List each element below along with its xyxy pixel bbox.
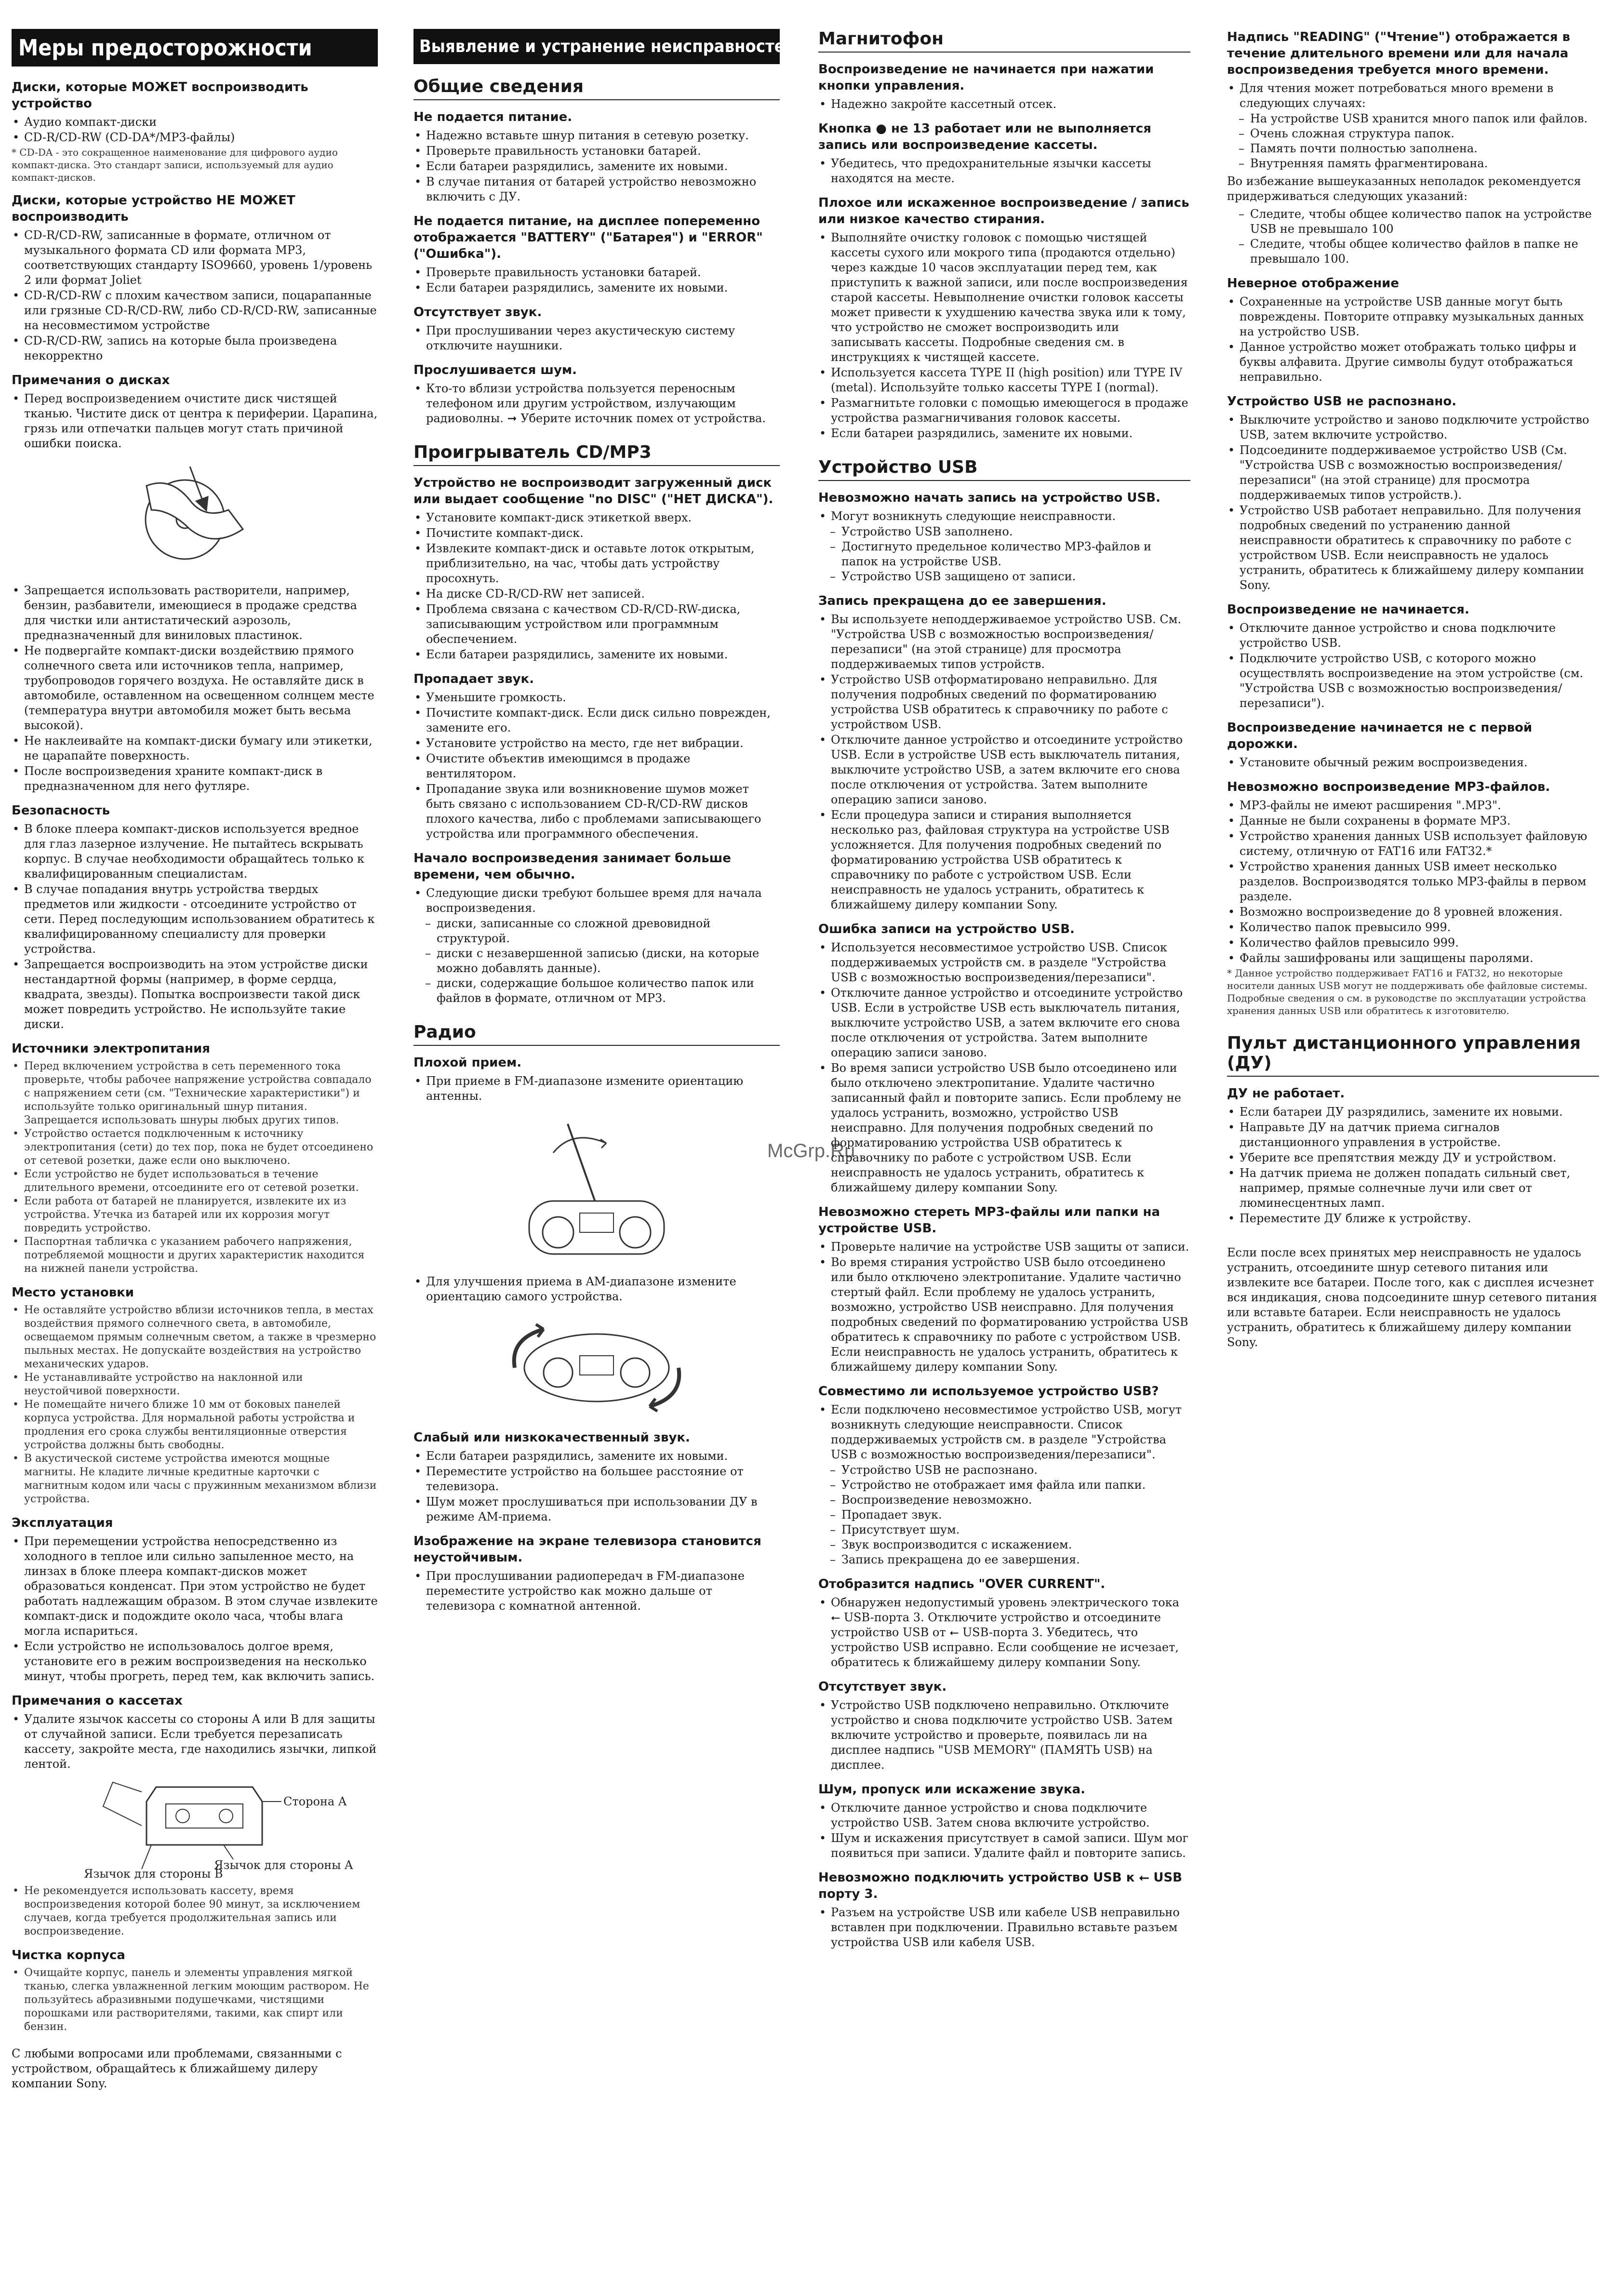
- list-item: • Проверьте правильность установки батарей.: [413, 265, 780, 280]
- list-item: • Устройство остается подключенным к источнику электропитания (сети) до тех пор, пока не будет отсоединено от сетевой розетки, даже если оно выключено.: [12, 1127, 378, 1168]
- list-item: • Используется кассета TYPE II (high position) или TYPE IV (metal). Используйте только кассеты TYPE I (normal).: [818, 365, 1190, 395]
- list-item: – диски, содержащие большое количество папок или файлов в формате, отличном от MP3.: [413, 976, 780, 1006]
- list-item: • В блоке плеера компакт-дисков используется вредное для глаз лазерное излучение. Не пытайтесь вскрывать корпус. В случае необходимости обращайтесь только к квалифицированным специалистам.: [12, 822, 378, 881]
- list-item: • Используется несовместимое устройство USB. Список поддерживаемых устройств см. в разделе "Устройства USB с возможностью воспроизведения/перезаписи".: [818, 940, 1190, 985]
- list: [12, 115, 378, 145]
- list-item: • MP3-файлы не имеют расширения ".MP3".: [1227, 798, 1599, 813]
- list-item: • Возможно воспроизведение до 8 уровней вложения.: [1227, 905, 1599, 920]
- list-item: • На датчик приема не должен попадать сильный свет, например, прямые солнечные лучи или свет от люминесцентных ламп.: [1227, 1166, 1599, 1211]
- section-title: Проигрыватель CD/MP3: [413, 442, 780, 466]
- heading: Диски, которые МОЖЕТ воспроизводить устройство: [12, 80, 308, 111]
- list-item: – Очень сложная структура папок.: [1227, 126, 1599, 141]
- list-item: • При прослушивании радиопередач в FM-диапазоне переместите устройство как можно дальше от телевизора с комнатной антенной.: [413, 1569, 780, 1614]
- list-item: • Файлы зашифрованы или защищены паролями.: [1227, 951, 1599, 966]
- list-item: • Переместите ДУ ближе к устройству.: [1227, 1211, 1599, 1226]
- list-item: • Во время стирания устройство USB было отсоединено или было отключено электропитание. Удалите частично стертый файл. Если проблему не удалось устранить, возможно, устройство USB неисправно. Для получения подробных сведений по форматированию устройства USB обратитесь к справочнику по работе с устройством USB. Если неисправность не удалось устранить, обратитесь к ближайшему дилеру компании Sony.: [818, 1255, 1190, 1375]
- list-item: • Если работа от батарей не планируется, извлеките их из устройства. Утечка из батарей или их коррозия могут повредить устройство.: [12, 1195, 378, 1235]
- list-item: • В случае попадания внутрь устройства твердых предметов или жидкости - отсоедините устройство от сети. Перед последующим использованием обратитесь к квалифицированному специалисту для проверки устройства.: [12, 882, 378, 957]
- problem-title: Начало воспроизведения занимает больше времени, чем обычно.: [413, 851, 731, 882]
- list-item: – диски с незавершенной записью (диски, на которые можно добавлять данные).: [413, 946, 780, 976]
- list: [413, 886, 780, 916]
- list: [12, 1884, 378, 1938]
- list-item: • Если процедура записи и стирания выполняется несколько раз, файловая структура на устройстве USB усложняется. Для получения подробных сведений по форматированию устройства USB обратитесь к справочнику по работе с устройством USB. Если неисправность не удалось устранить, обратитесь к ближайшему дилеру компании Sony.: [818, 808, 1190, 912]
- list-item: – Достигнуто предельное количество MP3-файлов и папок на устройстве USB.: [818, 539, 1190, 569]
- list-item: • Отключите данное устройство и отсоедините устройство USB. Если в устройстве USB есть выключатель питания, выключите устройство USB, а затем включите его снова после отключения от устройства. Затем выполните операцию записи заново.: [818, 986, 1190, 1060]
- problem-title: Невозможно стереть MP3-файлы или папки на устройстве USB.: [818, 1205, 1160, 1236]
- list-item: • Установите обычный режим воспроизведения.: [1227, 755, 1599, 770]
- list-item: • Очищайте корпус, панель и элементы управления мягкой тканью, слегка увлажненной легким моющим раствором. Не пользуйтесь абразивными подушечками, чистящими порошками или растворителями, такими, как спирт или бензин.: [12, 1966, 378, 2034]
- problem-title: Отобразится надпись "OVER CURRENT".: [818, 1577, 1106, 1591]
- closing-text: С любыми вопросами или проблемами, связанными с устройством, обращайтесь к ближайшему дилеру компании Sony.: [12, 2047, 342, 2090]
- problem-title: ДУ не работает.: [1227, 1086, 1345, 1101]
- problem-title: Воспроизведение не начинается при нажатии кнопки управления.: [818, 62, 1154, 93]
- problem-title: Невозможно подключить устройство USB к ⭠ USB порту 3.: [818, 1870, 1182, 1901]
- list-item: • Размагнитьте головки с помощью имеющегося в продаже устройства размагничивания головок кассеты.: [818, 396, 1190, 426]
- list-item: • Очистите объектив имеющимся в продаже вентилятором.: [413, 751, 780, 781]
- list-item: • Установите компакт-диск этикеткой вверх.: [413, 510, 780, 525]
- list-item: • Уберите все препятствия между ДУ и устройством.: [1227, 1150, 1599, 1165]
- list-item: – Устройство не отображает имя файла или папки.: [818, 1478, 1190, 1493]
- list-item: • Если подключено несовместимое устройство USB, могут возникнуть следующие неисправности. Список поддерживаемых устройств см. в разделе "Устройства USB с возможностью воспроизведения/перезаписи".: [818, 1402, 1190, 1462]
- disc-cleaning-illustration: [132, 457, 257, 577]
- label-side-a: Сторона A: [283, 1795, 347, 1808]
- list: [818, 1905, 1190, 1950]
- footnote: * Данное устройство поддерживает FAT16 и FAT32, но некоторые носители данных USB могут не поддерживать обе файловые системы. Подробные сведения о см. в руководстве по эксплуатации устройства хранения данных USB или обратитесь к изготовителю.: [1227, 967, 1587, 1016]
- list-item: • Если батареи разрядились, замените их новыми.: [413, 647, 780, 662]
- paragraph: Во избежание вышеуказанных неполадок рекомендуется придерживаться следующих указаний:: [1227, 174, 1581, 203]
- list: [818, 1801, 1190, 1861]
- list-item: • Запрещается использовать растворители, например, бензин, разбавители, имеющиеся в продаже средства для чистки или антистатический аэрозоль, предназначенный для виниловых пластинок.: [12, 583, 378, 643]
- list-item: • Если батареи разрядились, замените их новыми.: [413, 159, 780, 174]
- list: [12, 1304, 378, 1506]
- list-item: • CD-R/CD-RW, записанные в формате, отличном от музыкального формата CD или формата MP3, соответствующих стандарту ISO9660, уровень 1/уровень 2 или формат Joliet: [12, 228, 378, 288]
- problem-title: Устройство не воспроизводит загруженный диск или выдает сообщение "no DISC" ("НЕТ ДИСКА").: [413, 476, 773, 507]
- list: [413, 510, 780, 662]
- list: [413, 1449, 780, 1524]
- list: [12, 583, 378, 794]
- list-item: • Данное устройство может отображать только цифры и буквы алфавита. Другие символы будут отображаться неправильно.: [1227, 340, 1599, 385]
- problem-title: Изображение на экране телевизора становится неустойчивым.: [413, 1534, 761, 1565]
- list-item: • Отключите данное устройство и снова подключите устройство USB. Затем снова включите устройство.: [818, 1801, 1190, 1830]
- list: [818, 1595, 1190, 1670]
- closing-text: Если после всех принятых мер неисправность не удалось устранить, отсоедините шнур сетевого питания или извлеките все батареи. После того, как с дисплея исчезнет вся индикация, снова подсоедините шнур сетевого питания или вставьте батареи. Если неисправность не удалось устранить, обратитесь к ближайшему дилеру компании Sony.: [1227, 1246, 1598, 1349]
- list-item: • Перед включением устройства в сеть переменного тока проверьте, чтобы рабочее напряжение устройства совпадало с напряжением сети (см. "Технические характеристики") и используйте только оригинальный шнур питания. Запрещается использовать шнуры любых других типов.: [12, 1060, 378, 1127]
- list-item: • Не помещайте ничего ближе 10 мм от боковых панелей корпуса устройства. Для нормальной работы устройства и продления его срока службы вентиляционные отверстия устройства должны быть свободны.: [12, 1398, 378, 1452]
- list-item: • Надежно вставьте шнур питания в сетевую розетку.: [413, 128, 780, 143]
- problem-title: Слабый или низкокачественный звук.: [413, 1430, 690, 1445]
- problem-title: Воспроизведение начинается не с первой дорожки.: [1227, 721, 1533, 751]
- list-item: • Подключите устройство USB, с которого можно осуществлять воспроизведение на этом устройстве (см. "Устройства USB с возможностью воспроизведения/перезаписи").: [1227, 651, 1599, 711]
- list-item: • Переместите устройство на большее расстояние от телевизора.: [413, 1464, 780, 1494]
- list-item: – диски, записанные со сложной древовидной структурой.: [413, 916, 780, 946]
- list-item: • Пропадание звука или возникновение шумов может быть связано с использованием CD-R/CD-RW дисков плохого качества, либо с проблемами записывающего устройства или программного обеспечения.: [413, 782, 780, 841]
- list: [1227, 294, 1599, 385]
- list-item: • Вы используете неподдерживаемое устройство USB. См. "Устройства USB с возможностью воспроизведения/перезаписи" (на этой странице) для просмотра поддерживаемых типов устройств.: [818, 612, 1190, 672]
- list-item: • На диске CD-R/CD-RW нет записей.: [413, 587, 780, 601]
- list: [413, 916, 780, 1006]
- section-title: Магнитофон: [818, 29, 1190, 53]
- list-item: • Выполняйте очистку головок с помощью чистящей кассеты сухого или мокрого типа (продаются отдельно) через каждые 10 часов эксплуатации перед тем, как приступить к важной записи, или после воспроизведения старой кассеты. Невыполнение очистки головок кассеты может привести к ухудшению качества звука или к тому, что устройство не сможет воспроизводить или записывать кассеты. Подробные сведения см. в инструкциях к чистящей кассете.: [818, 230, 1190, 365]
- problem-title: Воспроизведение не начинается.: [1227, 602, 1469, 617]
- list: [818, 1698, 1190, 1773]
- section-title: Общие сведения: [413, 77, 780, 100]
- list: [818, 612, 1190, 912]
- problem-title: Пропадает звук.: [413, 672, 534, 686]
- list-item: – На устройстве USB хранится много папок или файлов.: [1227, 111, 1599, 126]
- heading: Диски, которые устройство НЕ МОЖЕТ воспроизводить: [12, 193, 295, 224]
- list-item: • Выключите устройство и заново подключите устройство USB, затем включите устройство.: [1227, 413, 1599, 442]
- watermark: McGrp.Ru: [767, 1140, 855, 1161]
- list-item: • После воспроизведения храните компакт-диск в предназначенном для него футляре.: [12, 764, 378, 794]
- list-item: • Количество файлов превысило 999.: [1227, 935, 1599, 950]
- heading: Эксплуатация: [12, 1516, 113, 1530]
- list-item: • Кто-то вблизи устройства пользуется переносным телефоном или другим устройством, излучающим радиоволны. ➞ Уберите источник помех от устройства.: [413, 381, 780, 426]
- list: [1227, 1105, 1599, 1226]
- list: [818, 156, 1190, 186]
- list-item: – Следите, чтобы общее количество папок на устройстве USB не превышало 100: [1227, 207, 1599, 237]
- list-item: • Для улучшения приема в AM-диапазоне измените ориентацию самого устройства.: [413, 1274, 780, 1304]
- list-item: – Следите, чтобы общее количество файлов в папке не превышало 100.: [1227, 237, 1599, 267]
- list-item: • Могут возникнуть следующие неисправности.: [818, 509, 1190, 524]
- label-tab-a: Язычок для стороны A: [214, 1858, 353, 1872]
- list-item: • CD-R/CD-RW, запись на которые была произведена некорректно: [12, 334, 378, 363]
- list-item: – Звук воспроизводится с искажением.: [818, 1537, 1190, 1552]
- list-item: • Отключите данное устройство и снова подключите устройство USB.: [1227, 621, 1599, 651]
- list-item: • Следующие диски требуют большее время для начала воспроизведения.: [413, 886, 780, 916]
- list-item: • При прослушивании через акустическую систему отключите наушники.: [413, 323, 780, 353]
- heading: Безопасность: [12, 803, 110, 818]
- list: [818, 524, 1190, 584]
- list-item: • CD-R/CD-RW с плохим качеством записи, поцарапанные или грязные CD-R/CD-RW, либо CD-R/CD-RW, записанные на несовместимом устройстве: [12, 288, 378, 333]
- list-item: • Не оставляйте устройство вблизи источников тепла, в местах воздействия прямого солнечного света, в автомобиле, освещаемом прямым солнечным светом, а также в чрезмерно пыльных местах. Не допускайте воздействия на устройство механических ударов.: [12, 1304, 378, 1371]
- list: [818, 1463, 1190, 1567]
- list-item: • CD-R/CD-RW (CD-DA*/MP3-файлы): [12, 130, 378, 145]
- list: [413, 323, 780, 353]
- list-item: • Устройство USB работает неправильно. Для получения подробных сведений по устранению данной неисправности обратитесь к справочнику по работе с устройством USB. Если неисправность не удалось устранить, обратитесь к ближайшему дилеру компании Sony.: [1227, 503, 1599, 593]
- problem-title: Совместимо ли используемое устройство USB?: [818, 1384, 1159, 1399]
- list-item: • Обнаружен недопустимый уровень электрического тока ⭠ USB-порта 3. Отключите устройство и отсоедините устройство USB от ⭠ USB-порта 3. Убедитесь, что устройство USB исправно. Если сообщение не исчезает, обратитесь к ближайшему дилеру компании Sony.: [818, 1595, 1190, 1670]
- am-orientation-illustration: [495, 1310, 698, 1421]
- list-item: • Не подвергайте компакт-диски воздействию прямого солнечного света или источников тепла, например, трубопроводов горячего воздуха. Не оставляйте диск в автомобиле, оставленном на освещенном солнцем месте (температура внутри автомобиля может быть весьма высокой).: [12, 643, 378, 733]
- list: [1227, 81, 1599, 111]
- column-tape-usb: [818, 29, 1190, 2277]
- heading: Примечания о дисках: [12, 373, 170, 387]
- list-item: • Шум и искажения присутствует в самой записи. Шум мог появиться при записи. Удалите файл и повторите запись.: [818, 1831, 1190, 1861]
- problem-title: Шум, пропуск или искажение звука.: [818, 1782, 1086, 1797]
- problem-title: Отсутствует звук.: [818, 1680, 947, 1694]
- list-item: • Запрещается воспроизводить на этом устройстве диски нестандартной формы (например, в форме сердца, квадрата, звезды). Попытка воспроизвести такой диск может повредить устройство. Не используйте такие диски.: [12, 957, 378, 1032]
- list-item: • Паспортная табличка с указанием рабочего напряжения, потребляемой мощности и других характеристик находится на нижней панели устройства.: [12, 1235, 378, 1276]
- list-item: – Внутренняя память фрагментирована.: [1227, 156, 1599, 171]
- list-item: • В акустической системе устройства имеются мощные магниты. Не кладите личные кредитные карточки с магнитным кодом или часы с пружинным механизмом вблизи устройства.: [12, 1452, 378, 1506]
- problem-title: Надпись "READING" ("Чтение") отображается в течение длительного времени или для начала воспроизведения требуется много времени.: [1227, 30, 1571, 77]
- list-item: • Устройство USB подключено неправильно. Отключите устройство и снова подключите устройство USB. Затем включите устройство и проверьте, появилась ли на дисплее надпись "USB MEMORY" (ПАМЯТЬ USB) на дисплее.: [818, 1698, 1190, 1773]
- list: [12, 1060, 378, 1276]
- list: [12, 1534, 378, 1684]
- problem-title: Не подается питание, на дисплее попеременно отображается "BATTERY" ("Батарея") и "ERROR" ("Ошибка").: [413, 214, 763, 261]
- list-item: • Почистите компакт-диск.: [413, 526, 780, 541]
- list-item: • Отключите данное устройство и отсоедините устройство USB. Если в устройстве USB есть выключатель питания, выключите устройство USB, а затем включите его снова после отключения от устройства. Затем выполните операцию записи заново.: [818, 733, 1190, 807]
- section-title: Радио: [413, 1022, 780, 1046]
- problem-title: Неверное отображение: [1227, 276, 1400, 291]
- list-item: • Проблема связана с качеством CD-R/CD-RW-диска, записывающим устройством или программным обеспечением.: [413, 602, 780, 647]
- list-item: • Если батареи разрядились, замените их новыми.: [413, 280, 780, 295]
- list: [413, 1074, 780, 1104]
- list-item: • Убедитесь, что предохранительные язычки кассеты находятся на месте.: [818, 156, 1190, 186]
- problem-title: Невозможно воспроизведение MP3-файлов.: [1227, 780, 1550, 794]
- list-item: – Память почти полностью заполнена.: [1227, 141, 1599, 156]
- list-item: • Направьте ДУ на датчик приема сигналов дистанционного управления в устройстве.: [1227, 1120, 1599, 1150]
- list-item: • Не устанавливайте устройство на наклонной или неустойчивой поверхности.: [12, 1371, 378, 1398]
- list-item: • Устройство хранения данных USB имеет несколько разделов. Воспроизводятся только MP3-файлы в первом разделе.: [1227, 859, 1599, 904]
- list-item: • Почистите компакт-диск. Если диск сильно поврежден, замените его.: [413, 706, 780, 735]
- problem-title: Устройство USB не распознано.: [1227, 394, 1457, 409]
- cassette-tabs-illustration: [69, 1777, 353, 1881]
- list: [12, 228, 378, 363]
- list: [1227, 755, 1599, 770]
- label-tab-b: Язычок для стороны B: [84, 1867, 223, 1881]
- list: [413, 1274, 780, 1304]
- list-item: – Пропадает звук.: [818, 1508, 1190, 1522]
- list: [1227, 111, 1599, 171]
- list-item: • Если устройство не будет использоваться в течение длительного времени, отсоедините его от сетевой розетки.: [12, 1168, 378, 1195]
- heading: Источники электропитания: [12, 1041, 211, 1056]
- list-item: • Перед воспроизведением очистите диск чистящей тканью. Чистите диск от центра к периферии. Царапина, грязь или отпечатки пальцев могут стать причиной ошибки поиска.: [12, 391, 378, 451]
- list-item: • Уменьшите громкость.: [413, 690, 780, 705]
- fm-antenna-illustration: [510, 1109, 683, 1268]
- list-item: • Если батареи разрядились, замените их новыми.: [818, 426, 1190, 441]
- section-title: Пульт дистанционного управления (ДУ): [1227, 1033, 1599, 1077]
- column-precautions: [12, 29, 378, 2277]
- list-item: • Извлеките компакт-диск и оставьте лоток открытым, приблизительно, на час, чтобы дать устройству просохнуть.: [413, 541, 780, 586]
- list: [413, 381, 780, 426]
- list-item: – Воспроизведение невозможно.: [818, 1493, 1190, 1508]
- list-item: • Сохраненные на устройстве USB данные могут быть повреждены. Повторите отправку музыкальных данных на устройство USB.: [1227, 294, 1599, 339]
- list: [818, 230, 1190, 441]
- list-item: – Устройство USB заполнено.: [818, 524, 1190, 539]
- list: [818, 1402, 1190, 1462]
- list-item: • Если батареи разрядились, замените их новыми.: [413, 1449, 780, 1464]
- footnote: * CD-DA - это сокращенное наименование для цифрового аудио компакт-диска. Это стандарт записи, используемый для аудио компакт-дисков.: [12, 147, 338, 183]
- problem-title: Не подается питание.: [413, 110, 573, 124]
- problem-title: Ошибка записи на устройство USB.: [818, 922, 1075, 936]
- list-item: • Проверьте наличие на устройстве USB защиты от записи.: [818, 1240, 1190, 1255]
- problem-title: Плохое или искаженное воспроизведение / запись или низкое качество стирания.: [818, 196, 1189, 227]
- heading: Примечания о кассетах: [12, 1694, 183, 1708]
- problem-title: Невозможно начать запись на устройство USB.: [818, 491, 1160, 505]
- list: [1227, 413, 1599, 593]
- problem-title: Плохой прием.: [413, 1055, 522, 1070]
- problem-title: Отсутствует звук.: [413, 305, 542, 320]
- list-item: • При перемещении устройства непосредственно из холодного в теплое или сильно запыленное место, на линзах в блоке плеера компакт-дисков может образоваться конденсат. При этом устройство не будет работать надлежащим образом. В этом случае извлеките компакт-диск и подождите около часа, чтобы влага могла испариться.: [12, 1534, 378, 1639]
- list-item: • Разъем на устройстве USB или кабеле USB неправильно вставлен при подключении. Правильно вставьте разъем устройства USB или кабеля USB.: [818, 1905, 1190, 1950]
- list: [413, 128, 780, 204]
- list: [12, 1966, 378, 2034]
- list-item: • Аудио компакт-диски: [12, 115, 378, 130]
- list: [818, 97, 1190, 112]
- list-item: • Не наклеивайте на компакт-диски бумагу или этикетки, не царапайте поверхность.: [12, 734, 378, 763]
- problem-title: Запись прекращена до ее завершения.: [818, 594, 1106, 608]
- list-item: • Не рекомендуется использовать кассету, время воспроизведения которой более 90 минут, за исключением случаев, когда требуется продолжительная запись или воспроизведение.: [12, 1884, 378, 1938]
- list: [1227, 621, 1599, 711]
- list-item: • Во время записи устройство USB было отсоединено или было отключено электропитание. Удалите частично записанный файл и повторите запись. Если проблему не удалось устранить, возможно, устройство USB неисправно. Для получения подробных сведений по форматированию устройства USB обратитесь к справочнику по работе с устройством USB. Если неисправность не удалось устранить, обратитесь к ближайшему дилеру компании Sony.: [818, 1061, 1190, 1195]
- heading: Место установки: [12, 1285, 134, 1300]
- list: [413, 265, 780, 295]
- list-item: – Устройство USB защищено от записи.: [818, 569, 1190, 584]
- list-item: • Проверьте правильность установки батарей.: [413, 144, 780, 159]
- section-title: Устройство USB: [818, 457, 1190, 481]
- list-item: • Подсоедините поддерживаемое устройство USB (См. "Устройства USB с возможностью воспроизведения/перезаписи" (на этой странице) для просмотра поддерживаемых типов устройств.).: [1227, 443, 1599, 503]
- list: [12, 822, 378, 1032]
- list-item: • При приеме в FM-диапазоне измените ориентацию антенны.: [413, 1074, 780, 1104]
- list: [12, 391, 378, 451]
- list-item: • Устройство хранения данных USB использует файловую систему, отличную от FAT16 или FAT32.*: [1227, 829, 1599, 859]
- list-item: • Шум может прослушиваться при использовании ДУ в режиме AM-приема.: [413, 1495, 780, 1524]
- list: [1227, 798, 1599, 966]
- list-item: • Надежно закройте кассетный отсек.: [818, 97, 1190, 112]
- list: [413, 690, 780, 841]
- list-item: – Запись прекращена до ее завершения.: [818, 1552, 1190, 1567]
- heading: Чистка корпуса: [12, 1948, 125, 1962]
- list-item: • Установите устройство на место, где нет вибрации.: [413, 736, 780, 751]
- problem-title: Кнопка ● не 13 работает или не выполняется запись или воспроизведение кассеты.: [818, 121, 1151, 152]
- list-item: • В случае питания от батарей устройство невозможно включить с ДУ.: [413, 174, 780, 204]
- list: [818, 940, 1190, 1195]
- list: [1227, 207, 1599, 267]
- section-banner-precautions: Меры предосторожности: [12, 29, 378, 67]
- list-item: – Присутствует шум.: [818, 1522, 1190, 1537]
- list-item: • Данные не были сохранены в формате MP3.: [1227, 814, 1599, 828]
- list-item: • Если устройство не использовалось долгое время, установите его в режим воспроизведения на несколько минут, чтобы прогреть, перед тем, как включить запись.: [12, 1639, 378, 1684]
- problem-title: Прослушивается шум.: [413, 363, 577, 377]
- list: [12, 1712, 378, 1772]
- list: [413, 1569, 780, 1614]
- section-banner-troubleshooting: Выявление и устранение неисправностей: [413, 29, 780, 64]
- column-usb-remote: [1227, 29, 1599, 2277]
- column-troubleshooting: [413, 29, 796, 2277]
- list-item: – Устройство USB не распознано.: [818, 1463, 1190, 1478]
- list-item: • Количество папок превысило 999.: [1227, 920, 1599, 935]
- list-item: • Удалите язычок кассеты со стороны A или B для защиты от случайной записи. Если требуется перезаписать кассету, закройте места, где находились язычки, липкой лентой.: [12, 1712, 378, 1772]
- list-item: • Если батареи ДУ разрядились, замените их новыми.: [1227, 1105, 1599, 1120]
- list: [818, 509, 1190, 524]
- list: [818, 1240, 1190, 1375]
- list-item: • Для чтения может потребоваться много времени в следующих случаях:: [1227, 81, 1599, 111]
- list-item: • Устройство USB отформатировано неправильно. Для получения подробных сведений по форматированию устройства USB обратитесь к справочнику по работе с устройством USB.: [818, 672, 1190, 732]
